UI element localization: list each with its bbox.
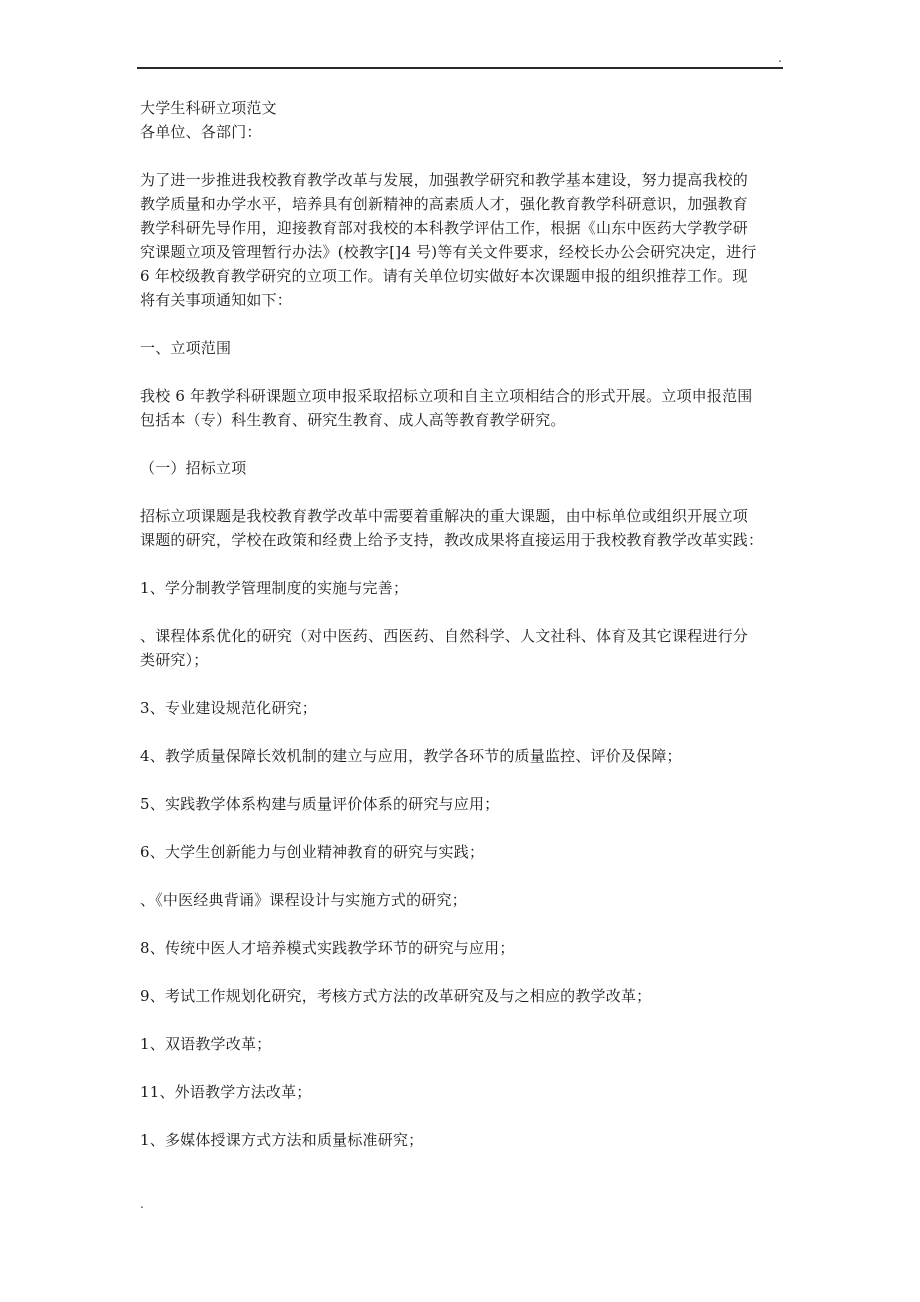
- intro-line: 教学科研先导作用，迎接教育部对我校的本科教学评估工作，根据《山东中医药大学教学研: [140, 219, 749, 237]
- section-heading: 一、立项范围: [140, 339, 232, 357]
- intro-line: 将有关事项通知如下：: [140, 291, 293, 309]
- list-item: 8、传统中医人才培养模式实践教学环节的研究与应用；: [140, 939, 515, 957]
- list-item: 11、外语教学方法改革；: [140, 1083, 312, 1101]
- intro-line: 教学质量和办学水平，培养具有创新精神的高素质人才，强化教育教学科研意识，加强教育: [140, 195, 749, 213]
- intro-line: 为了进一步推进我校教育教学改革与发展，加强教学研究和教学基本建设，努力提高我校的: [140, 171, 749, 189]
- list-item: 5、实践教学体系构建与质量评价体系的研究与应用；: [140, 795, 500, 813]
- list-item: 、课程体系优化的研究（对中医药、西医药、自然科学、人文社科、体育及其它课程进行分: [140, 627, 749, 645]
- section-paragraph: [140, 384, 800, 432]
- header-mark: .: [778, 51, 782, 65]
- document-title: 大学生科研立项范文: [140, 99, 277, 117]
- section-line: 包括本（专）科生教育、研究生教育、成人高等教育教学研究。: [140, 411, 566, 429]
- subsection-heading: （一）招标立项: [140, 459, 247, 477]
- subsection-line: 课题的研究，学校在政策和经费上给予支持，教改成果将直接运用于我校教育教学改革实践：: [140, 531, 764, 549]
- list-item: 6、大学生创新能力与创业精神教育的研究与实践；: [140, 843, 485, 861]
- list-item-continuation: 类研究）；: [140, 651, 209, 669]
- list-item: 1、双语教学改革；: [140, 1035, 272, 1053]
- subsection-paragraph: [140, 504, 800, 552]
- section-line: 我校 6 年教学科研课题立项申报采取招标立项和自主立项相结合的形式开展。立项申报范围: [140, 387, 753, 405]
- intro-line: 6 年校级教育教学研究的立项工作。请有关单位切实做好本次课题申报的组织推荐工作。现: [140, 267, 748, 285]
- header-rule: [137, 67, 783, 69]
- list-item: 9、考试工作规划化研究，考核方式方法的改革研究及与之相应的教学改革；: [140, 987, 652, 1005]
- list-item: 4、教学质量保障长效机制的建立与应用，教学各环节的质量监控、评价及保障；: [140, 747, 682, 765]
- list-item: 、《中医经典背诵》课程设计与实施方式的研究；: [140, 891, 467, 909]
- subsection-line: 招标立项课题是我校教育教学改革中需要着重解决的重大课题，由中标单位或组织开展立项: [140, 507, 749, 525]
- document-body: [140, 96, 800, 1152]
- footer-mark: .: [140, 1197, 144, 1211]
- intro-paragraph: [140, 168, 800, 312]
- intro-line: 究课题立项及管理暂行办法》(校教字[]4 号)等有关文件要求，经校长办公会研究决定，进行: [140, 243, 757, 261]
- list-item: 1、学分制教学管理制度的实施与完善；: [140, 579, 409, 597]
- list-item: 1、多媒体授课方式方法和质量标准研究；: [140, 1131, 424, 1149]
- list-item: 3、专业建设规范化研究；: [140, 699, 317, 717]
- salutation: 各单位、各部门：: [140, 123, 262, 141]
